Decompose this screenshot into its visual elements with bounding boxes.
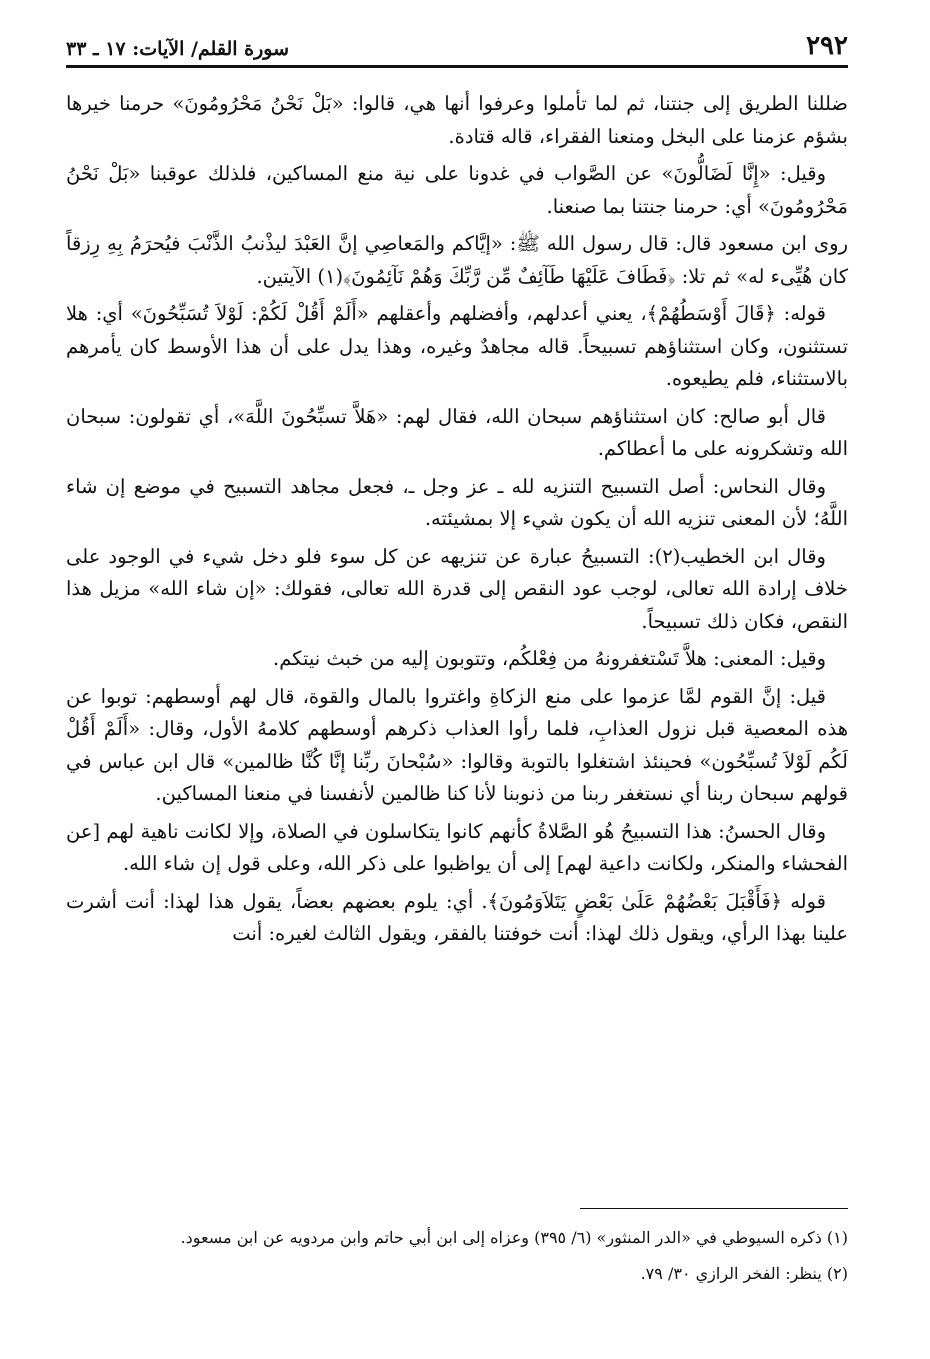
paragraph: روى ابن مسعود قال: قال رسول الله ﷺ: «إيَّاكم والمَعاصِي إنَّ العَبْدَ ليذْنبُ الذَّنْبَ فيُحرَمُ بِهِ رِزقاً كان هُيِّىء له» ثم تلا: ﴿فَطَافَ عَلَيْهَا طَآئِفٌ مِّن رَّبِّكَ وَهُمْ نَآئِمُونَ﴾(١) الآيتين. (66, 232, 848, 288)
book-page (66, 28, 848, 1328)
paragraph: قوله: ﴿قَالَ أَوْسَطُهُمْ﴾، يعني أعدلهم، وأفضلهم وأعقلهم «أَلَمْ أَقُلْ لَكُمْ: لَوْلاَ تُسَبِّحُونَ» أي: هلا تستثنون، وكان استثناؤهم تسبيحاً. قاله مجاهدٌ وغيره، وهذا يدل على أن هذا الأوسط كان يأمرهم بالاستثناء، فلم يطيعوه. (66, 302, 848, 390)
paragraph: قيل: إنَّ القوم لمَّا عزموا على منع الزكاةِ واغتروا بالمال والقوة، قال لهم أوسطهم: توبوا عن هذه المعصية قبل نزول العذابِ، فلما رأوا العذاب ذكرهم أوسطهم كلامهُ الأول، وقال: «أَلَمْ أَقُلْ لَكُم لَوْلاَ تُسبِّحُون» فحينئذ اشتغلوا بالتوبة وقالوا: «سُبْحانَ ربِّنا إنَّا كُنَّا ظالمين» قال ابن عباس في قولهم سبحان ربنا أي نستغفر ربنا من ذنوبنا لأنا كنا ظالمين لأنفسنا في منعنا المساكين. (66, 684, 848, 805)
footnote-2: (٢) ينظر: الفخر الرازي ٣٠/ ٧٩. (640, 1264, 848, 1283)
paragraph: وقيل: المعنى: هلاَّ تَسْتغفرونهُ من فِعْلكُم، وتتوبون إليه من خبث نيتكم. (273, 647, 826, 670)
paragraph: وقال النحاس: أصل التسبيح التنزيه لله ـ عز وجل ـ، فجعل مجاهد التسبيح في موضع إن شاء اللَّهُ؛ لأن المعنى تنزيه الله أن يكون شيء إلا بمشيئته. (66, 474, 848, 530)
paragraph: وقال ابن الخطيب(٢): التسبيحُ عبارة عن تنزيهه عن كل سوء فلو دخل شيء في الوجود على خلاف إرادة الله تعالى، لوجب عود النقص إلى قدرة الله تعالى، فقولك: «إن شاء الله» مزيل هذا النقص، فكان ذلك تسبيحاً. (66, 544, 848, 633)
paragraph: قال أبو صالح: كان استثناؤهم سبحان الله، فقال لهم: «هَلاَّ تسبِّحُونَ اللَّهَ»، أي تقولون: سبحان الله وتشكرونه على ما أعطاكم. (66, 404, 848, 460)
footnote-divider (580, 1208, 848, 1209)
footnotes-section (66, 1208, 848, 1297)
paragraph: قوله ﴿فَأَقْبَلَ بَعْضُهُمْ عَلَىٰ بَعْضٍ يَتَلاَوَمُونَ﴾. أي: يلوم بعضهم بعضاً، يقول هذا لهذا: أنت أشرت علينا بهذا الرأي، ويقول ذلك لهذا: أنت خوفتنا بالفقر، ويقول الثالث لغيره: أنت (66, 889, 848, 945)
page-header (66, 28, 848, 68)
main-text (66, 88, 848, 951)
footnote-1: (١) ذكره السيوطي في «الدر المنثور» (٦/ ٣٩٥) وعزاه إلى ابن أبي حاتم وابن مردويه عن ابن مسعود. (180, 1228, 848, 1247)
running-title: سورة القلم/ الآيات: ١٧ ـ ٣٣ (66, 38, 289, 60)
page-number: ٢٩٢ (806, 31, 848, 61)
paragraph: وقيل: «إِنَّا لَضَالُّونَ» عن الصَّواب في غدونا على نية منع المساكين، فلذلك عوقبنا «بَلْ نَحْنُ مَحْرُومُونَ» أي: حرمنا جنتنا بما صنعنا. (66, 162, 848, 218)
paragraph: ضللنا الطريق إلى جنتنا، ثم لما تأملوا وعرفوا أنها هي، قالوا: «بَلْ نَحْنُ مَحْرُومُونَ» حرمنا خيرها بشؤم عزمنا على البخل ومنعنا الفقراء، قاله قتادة. (66, 92, 848, 148)
paragraph: وقال الحسنُ: هذا التسبيحُ هُو الصَّلاةُ كأنهم كانوا يتكاسلون في الصلاة، وإلا لكانت ناهية لهم [عن الفحشاء والمنكر، ولكانت داعية لهم] إلى أن يواظبوا على ذكر الله، وعلى قول إن شاء الله. (66, 819, 848, 875)
